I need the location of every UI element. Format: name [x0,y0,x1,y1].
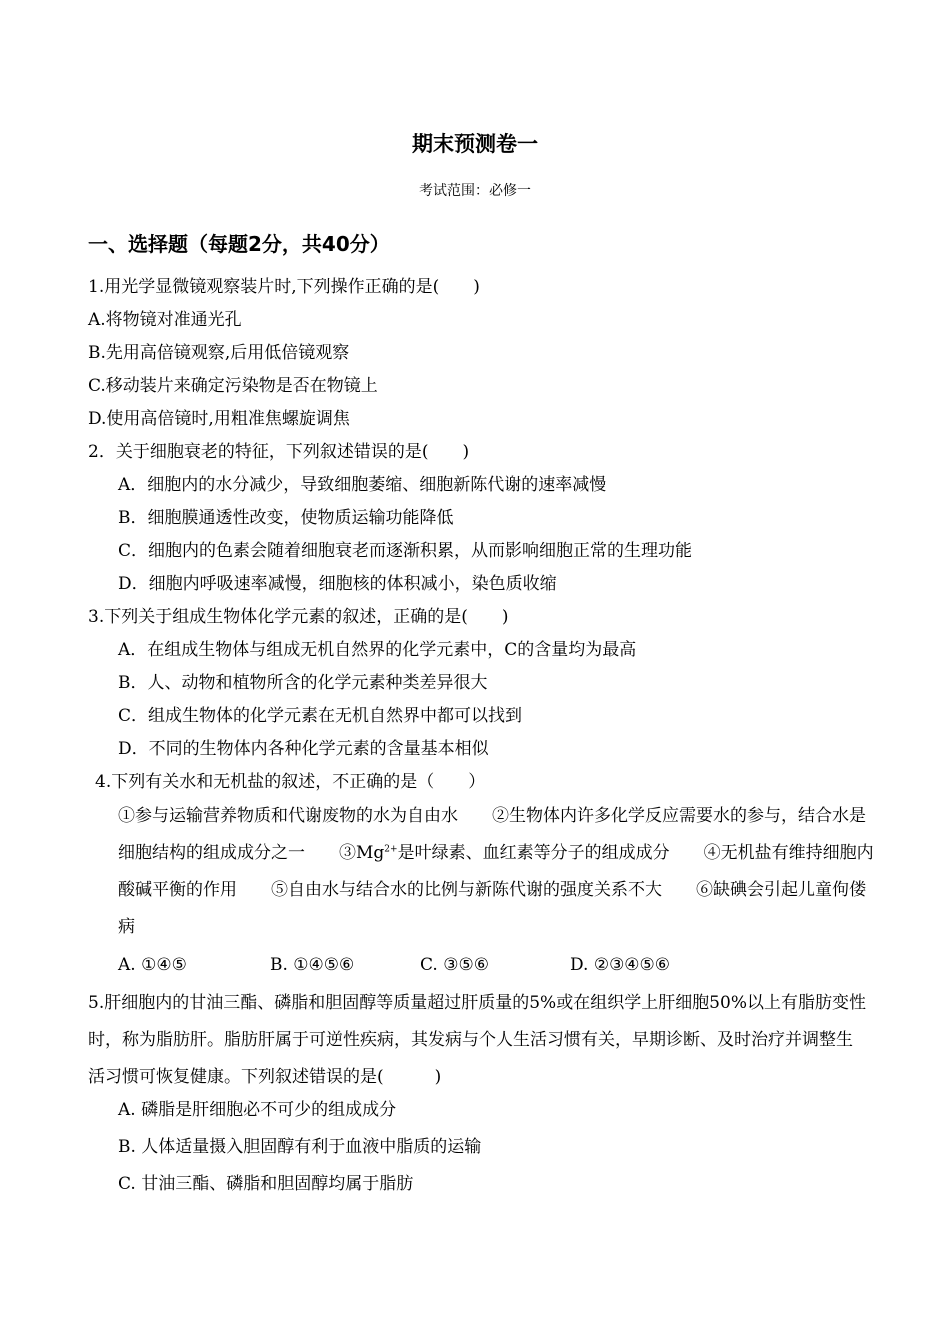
question-4-option-b: B. ①④⑤⑥ [270,955,355,975]
question-1-option-b: B.先用高倍镜观察,后用低倍镜观察 [88,343,350,363]
question-1-option-c: C.移动装片来确定污染物是否在物镜上 [88,376,378,396]
exam-title: 期末预测卷一 [412,132,538,156]
question-3-option-b: B．人、动物和植物所含的化学元素种类差异很大 [118,673,488,693]
question-4-option-c: C. ③⑤⑥ [420,955,489,975]
question-2-stem: 2．关于细胞衰老的特征，下列叙述错误的是( ) [88,442,470,462]
question-4-statements-part-a: ①参与运输营养物质和代谢废物的水为自由水 ②生物体内许多化学反应需要水的参与，结合水是细胞结构的组成成分之一 ③Mg [118,806,866,863]
question-5-option-a: A. 磷脂是肝细胞必不可少的组成成分 [118,1100,397,1120]
question-4-option-a: A. ①④⑤ [118,955,187,975]
question-4-superscript: 2+ [384,844,398,855]
question-4-stem: 4.下列有关水和无机盐的叙述，不正确的是（ ） [95,772,486,792]
question-5-option-b: B. 人体适量摄入胆固醇有利于血液中脂质的运输 [118,1137,482,1157]
question-2-option-a: A．细胞内的水分减少，导致细胞萎缩、细胞新陈代谢的速率减慢 [118,475,607,495]
question-3-option-c: C．组成生物体的化学元素在无机自然界中都可以找到 [118,706,523,726]
question-5-option-c: C. 甘油三酯、磷脂和胆固醇均属于脂肪 [118,1174,414,1194]
section-heading: 一、选择题（每题2分，共40分） [88,232,390,256]
question-1-option-d: D.使用高倍镜时,用粗准焦螺旋调焦 [88,409,350,429]
question-2-option-b: B．细胞膜通透性改变，使物质运输功能降低 [118,508,454,528]
question-3-stem: 3.下列关于组成生物体化学元素的叙述，正确的是( ) [88,607,509,627]
question-5-stem: 5.肝细胞内的甘油三酯、磷脂和胆固醇等质量超过肝质量的5%或在组织学上肝细胞50%以上有脂肪变性时，称为脂肪肝。脂肪肝属于可逆性疾病，其发病与个人生活习惯有关，早期诊断、及时治疗并调整生活习惯可恢复健康。下列叙述错误的是( ) [88,993,866,1087]
question-1-stem: 1.用光学显微镜观察装片时,下列操作正确的是( ) [88,277,480,297]
question-2-option-c: C．细胞内的色素会随着细胞衰老而逐渐积累，从而影响细胞正常的生理功能 [118,541,693,561]
question-3-option-a: A．在组成生物体与组成无机自然界的化学元素中，C的含量均为最高 [118,640,637,660]
question-4-statements-part-b: 是叶绿素、血红素等分子的组成成分 ④无机盐有维持细胞内酸碱平衡的作用 ⑤自由水与结合水的比例与新陈代谢的强度关系不大 ⑥缺碘会引起儿童佝偻病 [118,843,874,937]
exam-scope: 考试范围：必修一 [419,183,531,199]
question-4-option-d: D. ②③④⑤⑥ [570,955,671,975]
question-3-option-d: D．不同的生物体内各种化学元素的含量基本相似 [118,739,489,759]
question-4-statements [118,798,882,946]
question-2-option-d: D．细胞内呼吸速率减慢，细胞核的体积减小，染色质收缩 [118,574,557,594]
question-1-option-a: A.将物镜对准通光孔 [88,310,242,330]
